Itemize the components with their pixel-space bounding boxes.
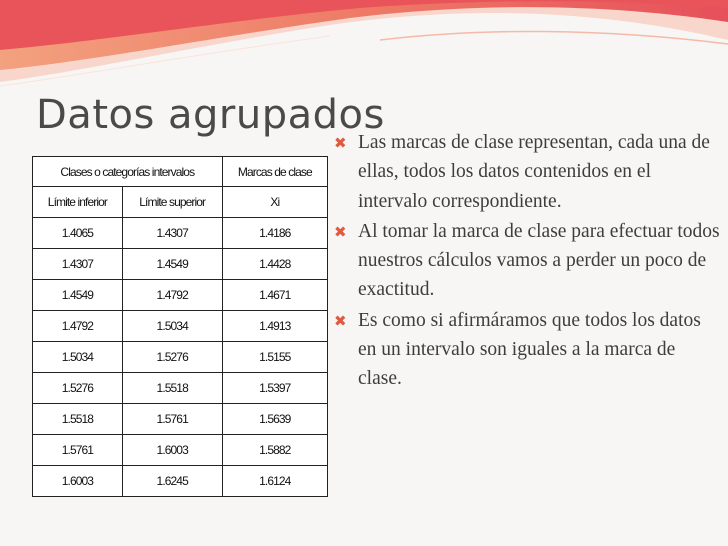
bullet-text: Las marcas de clase representan, cada una de ellas, todos los datos contenidos en el intervalo correspondiente. [358, 132, 710, 212]
class-mark-cell: 1.5155 [222, 342, 327, 373]
table-row [33, 280, 328, 311]
bullet-text: Es como si afirmáramos que todos los datos en un intervalo son iguales a la marca de clase. [358, 309, 701, 390]
class-mark-cell: 1.5639 [222, 404, 327, 435]
upper-limit-header: Límite superior [122, 187, 222, 218]
table-row [33, 218, 328, 249]
upper-limit-cell: 1.5761 [122, 404, 222, 435]
bullet-list [332, 128, 722, 395]
x-mark-icon: ✖ [334, 222, 347, 241]
lower-limit-cell: 1.5518 [33, 404, 123, 435]
table-row [33, 311, 328, 342]
upper-limit-cell: 1.5518 [122, 373, 222, 404]
lower-limit-cell: 1.4065 [33, 218, 123, 249]
upper-limit-cell: 1.4307 [122, 218, 222, 249]
table-row [33, 249, 328, 280]
lower-limit-header: Límite inferior [33, 187, 123, 218]
upper-limit-cell: 1.4549 [122, 249, 222, 280]
list-item [332, 217, 722, 305]
upper-limit-cell: 1.5034 [122, 311, 222, 342]
slide-title: Datos agrupados [36, 92, 385, 138]
class-mark-cell: 1.4186 [222, 218, 327, 249]
class-mark-cell: 1.4913 [222, 311, 327, 342]
table-row [33, 404, 328, 435]
grouped-data-table [32, 156, 328, 497]
table-row [33, 342, 328, 373]
lower-limit-cell: 1.4307 [33, 249, 123, 280]
class-mark-cell: 1.6124 [222, 466, 327, 497]
list-item [332, 306, 722, 394]
x-mark-icon: ✖ [334, 311, 347, 330]
x-mark-icon: ✖ [334, 134, 347, 152]
xi-header: Xi [222, 187, 327, 218]
class-mark-cell: 1.4671 [222, 280, 327, 311]
upper-limit-cell: 1.6003 [122, 435, 222, 466]
lower-limit-cell: 1.5276 [33, 373, 123, 404]
upper-limit-cell: 1.6245 [122, 466, 222, 497]
class-mark-cell: 1.5882 [222, 435, 327, 466]
list-item [332, 128, 722, 216]
upper-limit-cell: 1.4792 [122, 280, 222, 311]
table-row [33, 373, 328, 404]
lower-limit-cell: 1.6003 [33, 466, 123, 497]
class-marks-header: Marcas de clase [222, 157, 327, 187]
decorative-banner [0, 0, 728, 95]
table-row [33, 466, 328, 497]
upper-limit-cell: 1.5276 [122, 342, 222, 373]
lower-limit-cell: 1.4792 [33, 311, 123, 342]
lower-limit-cell: 1.4549 [33, 280, 123, 311]
lower-limit-cell: 1.5034 [33, 342, 123, 373]
class-mark-cell: 1.5397 [222, 373, 327, 404]
table-row [33, 435, 328, 466]
intervals-header: Clases o categorías intervalos [33, 157, 223, 187]
bullet-text: Al tomar la marca de clase para efectuar todos nuestros cálculos vamos a perder un poco de exactitud. [358, 220, 720, 301]
class-mark-cell: 1.4428 [222, 249, 327, 280]
lower-limit-cell: 1.5761 [33, 435, 123, 466]
